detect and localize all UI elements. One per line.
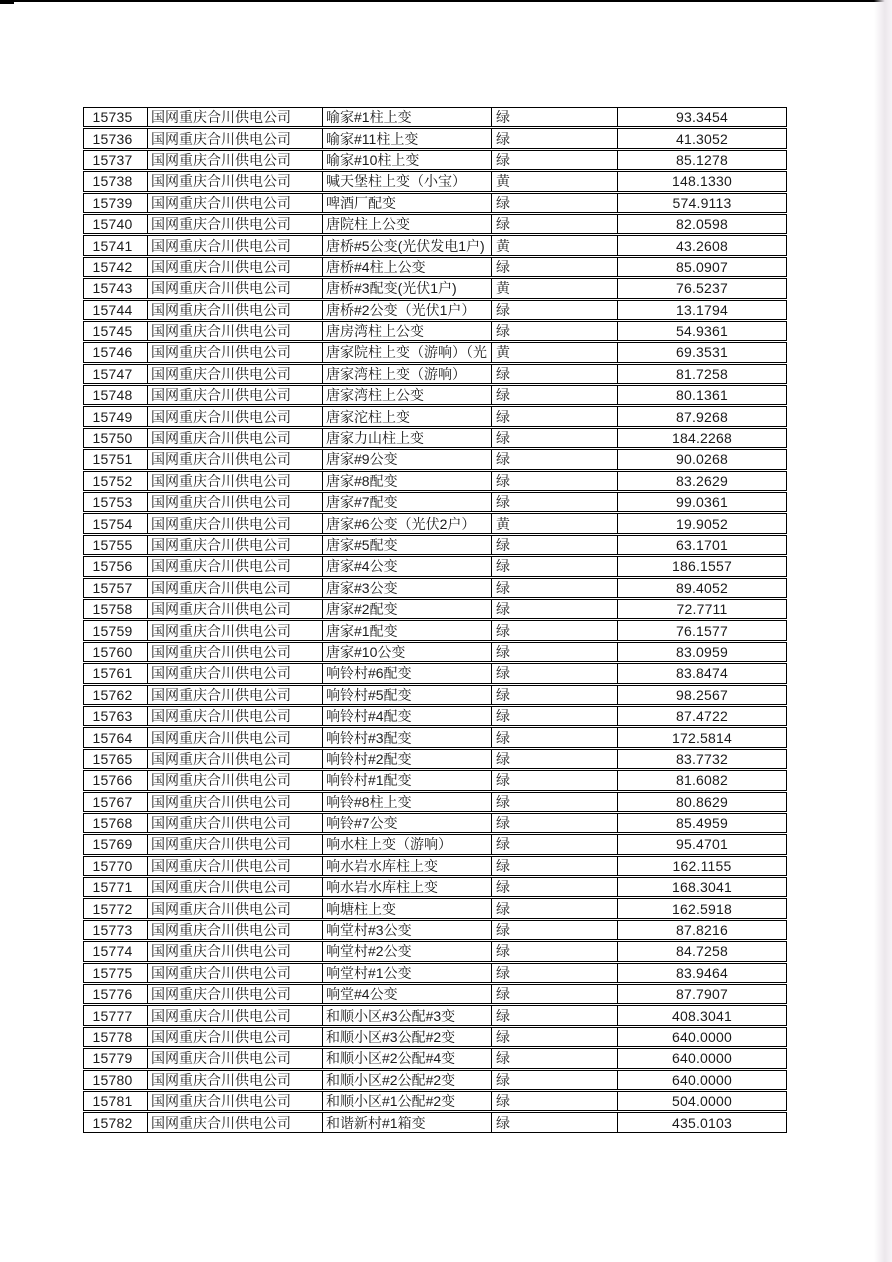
cell-company-name[interactable]: 国网重庆合川供电公司 xyxy=(148,322,323,340)
cell-status-color[interactable]: 黄 xyxy=(492,236,618,254)
cell-transformer-name[interactable]: 唐家#9公变 xyxy=(323,450,492,468)
cell-company-name[interactable]: 国网重庆合川供电公司 xyxy=(148,793,323,811)
cell-row-id[interactable]: 15770 xyxy=(84,857,148,875)
cell-company-name[interactable]: 国网重庆合川供电公司 xyxy=(148,878,323,896)
cell-transformer-name[interactable]: 响铃村#4配变 xyxy=(323,707,492,725)
cell-load-value[interactable]: 76.5237 xyxy=(675,280,728,297)
cell-status-color[interactable]: 绿 xyxy=(492,985,618,1003)
cell-row-id[interactable]: 15738 xyxy=(84,172,148,190)
cell-company-name[interactable]: 国网重庆合川供电公司 xyxy=(148,621,323,639)
cell-transformer-name[interactable]: 响铃村#3配变 xyxy=(323,728,492,746)
table-row xyxy=(83,513,787,533)
table-row xyxy=(83,342,787,362)
table-row xyxy=(83,834,787,854)
table-row xyxy=(83,770,787,790)
cell-status-color[interactable]: 绿 xyxy=(492,1071,618,1089)
cell-transformer-name[interactable]: 和顺小区#2公配#4变 xyxy=(323,1049,492,1067)
cell-row-id[interactable]: 15755 xyxy=(84,536,148,554)
cell-row-id[interactable]: 15775 xyxy=(84,964,148,982)
cell-load-value[interactable]: 63.1701 xyxy=(675,537,728,553)
cell-company-name[interactable]: 国网重庆合川供电公司 xyxy=(148,386,323,404)
cell-transformer-name[interactable]: 和顺小区#2公配#2变 xyxy=(323,1071,492,1089)
table-row xyxy=(83,535,787,555)
cell-status-color[interactable]: 绿 xyxy=(492,472,618,490)
cell-status-color[interactable]: 黄 xyxy=(492,279,618,297)
cell-status-color[interactable]: 绿 xyxy=(492,899,618,917)
cell-company-name[interactable]: 国网重庆合川供电公司 xyxy=(148,964,323,982)
cell-status-color[interactable]: 绿 xyxy=(492,921,618,939)
cell-load-value[interactable]: 504.0000 xyxy=(672,1093,732,1110)
cell-transformer-name[interactable]: 唐家湾柱上公变 xyxy=(323,386,492,404)
cell-company-name[interactable]: 国网重庆合川供电公司 xyxy=(148,129,323,147)
cell-transformer-name[interactable]: 响水岩水库柱上变 xyxy=(323,878,492,896)
cell-company-name[interactable]: 国网重庆合川供电公司 xyxy=(148,450,323,468)
cell-transformer-name[interactable]: 唐家#2配变 xyxy=(323,600,492,618)
cell-status-color[interactable]: 绿 xyxy=(492,878,618,896)
cell-load-value[interactable]: 99.0361 xyxy=(675,494,728,511)
table-row xyxy=(83,1070,787,1090)
cell-transformer-name[interactable]: 啤酒厂配变 xyxy=(323,194,492,212)
cell-row-id[interactable]: 15756 xyxy=(84,557,148,575)
cell-transformer-name[interactable]: 响铃#8柱上变 xyxy=(323,793,492,811)
cell-company-name[interactable]: 国网重庆合川供电公司 xyxy=(148,301,323,319)
cell-company-name[interactable]: 国网重庆合川供电公司 xyxy=(148,579,323,597)
cell-row-id[interactable]: 15773 xyxy=(84,921,148,939)
table-row xyxy=(83,492,787,512)
cell-transformer-name[interactable]: 响堂村#1公变 xyxy=(323,964,492,982)
cell-company-name[interactable]: 国网重庆合川供电公司 xyxy=(148,151,323,169)
table-row xyxy=(83,1112,787,1132)
table-row xyxy=(83,150,787,170)
cell-row-id[interactable]: 15741 xyxy=(84,236,148,254)
cell-status-color[interactable]: 绿 xyxy=(492,1028,618,1046)
cell-row-id[interactable]: 15777 xyxy=(84,1006,148,1024)
cell-status-color[interactable]: 绿 xyxy=(492,108,618,126)
data-table xyxy=(83,107,787,1133)
cell-transformer-name[interactable]: 唐家湾柱上变（游响） xyxy=(323,365,492,383)
cell-company-name[interactable]: 国网重庆合川供电公司 xyxy=(148,942,323,960)
cell-status-color[interactable]: 绿 xyxy=(492,386,618,404)
cell-row-id[interactable]: 15779 xyxy=(84,1049,148,1067)
cell-transformer-name[interactable]: 响堂村#3公变 xyxy=(323,921,492,939)
cell-transformer-name[interactable]: 响塘柱上变 xyxy=(323,899,492,917)
table-row xyxy=(83,128,787,148)
table-row xyxy=(83,107,787,127)
cell-load-value[interactable]: 69.3531 xyxy=(675,344,728,361)
cell-load-value[interactable]: 85.4959 xyxy=(675,815,728,832)
cell-status-color[interactable]: 绿 xyxy=(492,365,618,383)
cell-status-color[interactable]: 绿 xyxy=(492,493,618,511)
cell-load-value[interactable]: 72.7711 xyxy=(676,601,728,618)
cell-company-name[interactable]: 国网重庆合川供电公司 xyxy=(148,557,323,575)
cell-load-value[interactable]: 54.9361 xyxy=(675,323,728,340)
table-row xyxy=(83,385,787,405)
table-row xyxy=(83,556,787,576)
cell-row-id[interactable]: 15736 xyxy=(84,129,148,147)
cell-status-color[interactable]: 绿 xyxy=(492,600,618,618)
cell-row-id[interactable]: 15740 xyxy=(84,215,148,233)
cell-load-value[interactable]: 148.1330 xyxy=(672,173,732,190)
cell-row-id[interactable]: 15750 xyxy=(84,429,148,447)
cell-status-color[interactable]: 黄 xyxy=(492,343,618,361)
table-row xyxy=(83,620,787,640)
cell-row-id[interactable]: 15776 xyxy=(84,985,148,1003)
table-row xyxy=(83,428,787,448)
cell-load-value[interactable]: 89.4052 xyxy=(675,579,728,596)
cell-row-id[interactable]: 15754 xyxy=(84,514,148,532)
cell-load-value[interactable]: 85.1278 xyxy=(675,151,728,168)
cell-row-id[interactable]: 15778 xyxy=(84,1028,148,1046)
cell-company-name[interactable]: 国网重庆合川供电公司 xyxy=(148,899,323,917)
cell-company-name[interactable]: 国网重庆合川供电公司 xyxy=(148,493,323,511)
cell-company-name[interactable]: 国网重庆合川供电公司 xyxy=(148,365,323,383)
table-row xyxy=(83,1048,787,1068)
cell-row-id[interactable]: 15766 xyxy=(84,771,148,789)
table-row xyxy=(83,706,787,726)
table-row xyxy=(83,1091,787,1111)
cell-company-name[interactable]: 国网重庆合川供电公司 xyxy=(148,664,323,682)
cell-company-name[interactable]: 国网重庆合川供电公司 xyxy=(148,686,323,704)
cell-status-color[interactable]: 绿 xyxy=(492,771,618,789)
cell-row-id[interactable]: 15765 xyxy=(84,750,148,768)
table-row xyxy=(83,1005,787,1025)
cell-transformer-name[interactable]: 响铃村#6配变 xyxy=(323,664,492,682)
cell-transformer-name[interactable]: 唐家#5配变 xyxy=(323,536,492,554)
cell-transformer-name[interactable]: 唐桥#5公变(光伏发电1户) xyxy=(323,236,492,254)
cell-company-name[interactable]: 国网重庆合川供电公司 xyxy=(148,1028,323,1046)
cell-company-name[interactable]: 国网重庆合川供电公司 xyxy=(148,1006,323,1024)
cell-load-value[interactable]: 162.1155 xyxy=(672,857,732,874)
table-row xyxy=(83,963,787,983)
cell-load-value[interactable]: 43.2608 xyxy=(675,237,728,254)
cell-company-name[interactable]: 国网重庆合川供电公司 xyxy=(148,514,323,532)
table-row xyxy=(83,321,787,341)
cell-load-value[interactable]: 98.2567 xyxy=(675,686,728,703)
cell-load-value[interactable]: 84.7258 xyxy=(675,943,728,960)
cell-load-value[interactable]: 81.7258 xyxy=(675,365,728,382)
table-row xyxy=(83,749,787,769)
cell-transformer-name[interactable]: 和顺小区#3公配#2变 xyxy=(323,1028,492,1046)
cell-transformer-name[interactable]: 和谐新村#1箱变 xyxy=(323,1113,492,1131)
cell-status-color[interactable]: 绿 xyxy=(492,857,618,875)
cell-load-value[interactable]: 87.8216 xyxy=(675,922,728,939)
cell-transformer-name[interactable]: 唐家#3公变 xyxy=(323,579,492,597)
cell-row-id[interactable]: 15771 xyxy=(84,878,148,896)
cell-transformer-name[interactable]: 唐家力山柱上变 xyxy=(323,429,492,447)
cell-row-id[interactable]: 15768 xyxy=(84,814,148,832)
cell-status-color[interactable]: 绿 xyxy=(492,536,618,554)
cell-row-id[interactable]: 15759 xyxy=(84,621,148,639)
table-row xyxy=(83,257,787,277)
cell-status-color[interactable]: 绿 xyxy=(492,407,618,425)
cell-load-value[interactable]: 82.0598 xyxy=(675,216,728,233)
cell-transformer-name[interactable]: 唐家#1配变 xyxy=(323,621,492,639)
cell-transformer-name[interactable]: 喻家#11柱上变 xyxy=(323,129,492,147)
table-row xyxy=(83,642,787,662)
cell-load-value[interactable]: 90.0268 xyxy=(675,451,728,468)
cell-status-color[interactable]: 绿 xyxy=(492,728,618,746)
table-row xyxy=(83,171,787,191)
cell-company-name[interactable]: 国网重庆合川供电公司 xyxy=(148,814,323,832)
cell-load-value[interactable]: 83.8474 xyxy=(675,665,728,682)
cell-status-color[interactable]: 绿 xyxy=(492,750,618,768)
cell-transformer-name[interactable]: 唐家院柱上变（游响）（光 xyxy=(323,343,492,361)
cell-status-color[interactable]: 绿 xyxy=(492,129,618,147)
table-row xyxy=(83,877,787,897)
cell-status-color[interactable]: 黄 xyxy=(492,514,618,532)
cell-row-id[interactable]: 15760 xyxy=(84,643,148,661)
cell-transformer-name[interactable]: 响堂村#2公变 xyxy=(323,942,492,960)
cell-transformer-name[interactable]: 唐家沱柱上变 xyxy=(323,407,492,425)
cell-load-value[interactable]: 640.0000 xyxy=(672,1071,732,1088)
cell-row-id[interactable]: 15745 xyxy=(84,322,148,340)
cell-row-id[interactable]: 15747 xyxy=(84,365,148,383)
cell-row-id[interactable]: 15735 xyxy=(84,108,148,126)
cell-row-id[interactable]: 15749 xyxy=(84,407,148,425)
cell-transformer-name[interactable]: 唐桥#4柱上公变 xyxy=(323,258,492,276)
cell-transformer-name[interactable]: 喊天堡柱上变（小宝） xyxy=(323,172,492,190)
cell-load-value[interactable]: 87.7907 xyxy=(675,986,728,1003)
cell-load-value[interactable]: 168.3041 xyxy=(672,879,732,896)
cell-status-color[interactable]: 绿 xyxy=(492,814,618,832)
cell-load-value[interactable]: 13.1794 xyxy=(675,301,728,318)
cell-load-value[interactable]: 162.5918 xyxy=(672,900,732,917)
cell-load-value[interactable]: 41.3052 xyxy=(675,130,728,147)
table-row xyxy=(83,300,787,320)
cell-status-color[interactable]: 黄 xyxy=(492,172,618,190)
cell-status-color[interactable]: 绿 xyxy=(492,942,618,960)
table-row xyxy=(83,856,787,876)
cell-company-name[interactable]: 国网重庆合川供电公司 xyxy=(148,429,323,447)
cell-row-id[interactable]: 15774 xyxy=(84,942,148,960)
cell-row-id[interactable]: 15782 xyxy=(84,1113,148,1131)
cell-transformer-name[interactable]: 唐房湾柱上公变 xyxy=(323,322,492,340)
cell-company-name[interactable]: 国网重庆合川供电公司 xyxy=(148,835,323,853)
cell-load-value[interactable]: 574.9113 xyxy=(672,194,732,211)
cell-transformer-name[interactable]: 唐家#7配变 xyxy=(323,493,492,511)
cell-load-value[interactable]: 80.1361 xyxy=(675,387,728,404)
cell-status-color[interactable]: 绿 xyxy=(492,429,618,447)
cell-company-name[interactable]: 国网重庆合川供电公司 xyxy=(148,857,323,875)
cell-status-color[interactable]: 绿 xyxy=(492,643,618,661)
table-row xyxy=(83,920,787,940)
table-row xyxy=(83,792,787,812)
cell-status-color[interactable]: 绿 xyxy=(492,450,618,468)
cell-company-name[interactable]: 国网重庆合川供电公司 xyxy=(148,407,323,425)
cell-row-id[interactable]: 15781 xyxy=(84,1092,148,1110)
cell-status-color[interactable]: 绿 xyxy=(492,664,618,682)
cell-transformer-name[interactable]: 响铃村#5配变 xyxy=(323,686,492,704)
cell-load-value[interactable]: 83.7732 xyxy=(675,750,728,767)
cell-row-id[interactable]: 15751 xyxy=(84,450,148,468)
cell-row-id[interactable]: 15744 xyxy=(84,301,148,319)
cell-load-value[interactable]: 640.0000 xyxy=(672,1028,732,1045)
cell-company-name[interactable]: 国网重庆合川供电公司 xyxy=(148,215,323,233)
table-row xyxy=(83,406,787,426)
cell-transformer-name[interactable]: 响铃村#2配变 xyxy=(323,750,492,768)
cell-transformer-name[interactable]: 唐家#8配变 xyxy=(323,472,492,490)
table-row xyxy=(83,599,787,619)
cell-status-color[interactable]: 绿 xyxy=(492,1113,618,1131)
cell-transformer-name[interactable]: 喻家#1柱上变 xyxy=(323,108,492,126)
cell-load-value[interactable]: 640.0000 xyxy=(672,1050,732,1067)
page-top-edge-line xyxy=(0,0,892,2)
cell-company-name[interactable]: 国网重庆合川供电公司 xyxy=(148,771,323,789)
table-row xyxy=(83,235,787,255)
cell-row-id[interactable]: 15761 xyxy=(84,664,148,682)
cell-row-id[interactable]: 15764 xyxy=(84,728,148,746)
cell-load-value[interactable]: 83.2629 xyxy=(675,472,728,489)
cell-row-id[interactable]: 15762 xyxy=(84,686,148,704)
cell-row-id[interactable]: 15748 xyxy=(84,386,148,404)
cell-transformer-name[interactable]: 唐家#4公变 xyxy=(323,557,492,575)
cell-company-name[interactable]: 国网重庆合川供电公司 xyxy=(148,1113,323,1131)
cell-company-name[interactable]: 国网重庆合川供电公司 xyxy=(148,108,323,126)
cell-load-value[interactable]: 93.3454 xyxy=(675,109,728,126)
cell-load-value[interactable]: 87.4722 xyxy=(675,708,728,725)
cell-status-color[interactable]: 绿 xyxy=(492,215,618,233)
cell-transformer-name[interactable]: 响铃村#1配变 xyxy=(323,771,492,789)
cell-status-color[interactable]: 绿 xyxy=(492,301,618,319)
cell-transformer-name[interactable]: 唐院柱上公变 xyxy=(323,215,492,233)
cell-company-name[interactable]: 国网重庆合川供电公司 xyxy=(148,472,323,490)
cell-transformer-name[interactable]: 唐家#10公变 xyxy=(323,643,492,661)
cell-status-color[interactable]: 绿 xyxy=(492,322,618,340)
cell-company-name[interactable]: 国网重庆合川供电公司 xyxy=(148,279,323,297)
cell-load-value[interactable]: 81.6082 xyxy=(675,772,728,789)
cell-load-value[interactable]: 85.0907 xyxy=(675,258,728,275)
cell-status-color[interactable]: 绿 xyxy=(492,1006,618,1024)
cell-status-color[interactable]: 绿 xyxy=(492,258,618,276)
cell-status-color[interactable]: 绿 xyxy=(492,557,618,575)
cell-status-color[interactable]: 绿 xyxy=(492,964,618,982)
cell-status-color[interactable]: 绿 xyxy=(492,1092,618,1110)
cell-row-id[interactable]: 15772 xyxy=(84,899,148,917)
table-row xyxy=(83,449,787,469)
cell-load-value[interactable]: 80.8629 xyxy=(675,793,728,810)
cell-row-id[interactable]: 15767 xyxy=(84,793,148,811)
cell-status-color[interactable]: 绿 xyxy=(492,707,618,725)
cell-status-color[interactable]: 绿 xyxy=(492,579,618,597)
table-row xyxy=(83,364,787,384)
cell-load-value[interactable]: 408.3041 xyxy=(672,1007,732,1024)
cell-transformer-name[interactable]: 唐家#6公变（光伏2户） xyxy=(323,514,492,532)
cell-transformer-name[interactable]: 喻家#10柱上变 xyxy=(323,151,492,169)
cell-load-value[interactable]: 83.0959 xyxy=(675,643,728,660)
page-top-left-edge-artifact xyxy=(0,0,14,4)
cell-row-id[interactable]: 15739 xyxy=(84,194,148,212)
cell-company-name[interactable]: 国网重庆合川供电公司 xyxy=(148,194,323,212)
table-row xyxy=(83,663,787,683)
table-row xyxy=(83,1027,787,1047)
cell-status-color[interactable]: 绿 xyxy=(492,151,618,169)
cell-company-name[interactable]: 国网重庆合川供电公司 xyxy=(148,1092,323,1110)
cell-company-name[interactable]: 国网重庆合川供电公司 xyxy=(148,536,323,554)
cell-row-id[interactable]: 15769 xyxy=(84,835,148,853)
cell-company-name[interactable]: 国网重庆合川供电公司 xyxy=(148,1049,323,1067)
cell-row-id[interactable]: 15743 xyxy=(84,279,148,297)
table-row xyxy=(83,578,787,598)
table-row xyxy=(83,685,787,705)
cell-row-id[interactable]: 15746 xyxy=(84,343,148,361)
cell-company-name[interactable]: 国网重庆合川供电公司 xyxy=(148,707,323,725)
cell-transformer-name[interactable]: 响堂#4公变 xyxy=(323,985,492,1003)
cell-company-name[interactable]: 国网重庆合川供电公司 xyxy=(148,258,323,276)
cell-status-color[interactable]: 绿 xyxy=(492,1049,618,1067)
table-row xyxy=(83,941,787,961)
cell-transformer-name[interactable]: 唐桥#3配变(光伏1户) xyxy=(323,279,492,297)
cell-transformer-name[interactable]: 响水柱上变（游响） xyxy=(323,835,492,853)
page-right-edge-shadow xyxy=(874,0,892,1262)
cell-row-id[interactable]: 15752 xyxy=(84,472,148,490)
cell-load-value[interactable]: 83.9464 xyxy=(675,964,728,981)
cell-company-name[interactable]: 国网重庆合川供电公司 xyxy=(148,643,323,661)
cell-company-name[interactable]: 国网重庆合川供电公司 xyxy=(148,172,323,190)
cell-row-id[interactable]: 15737 xyxy=(84,151,148,169)
cell-company-name[interactable]: 国网重庆合川供电公司 xyxy=(148,985,323,1003)
cell-load-value[interactable]: 95.4701 xyxy=(675,836,728,853)
cell-row-id[interactable]: 15753 xyxy=(84,493,148,511)
cell-status-color[interactable]: 绿 xyxy=(492,621,618,639)
cell-row-id[interactable]: 15758 xyxy=(84,600,148,618)
cell-load-value[interactable]: 184.2268 xyxy=(672,430,732,447)
cell-status-color[interactable]: 绿 xyxy=(492,686,618,704)
cell-row-id[interactable]: 15763 xyxy=(84,707,148,725)
cell-row-id[interactable]: 15742 xyxy=(84,258,148,276)
table-row xyxy=(83,278,787,298)
cell-company-name[interactable]: 国网重庆合川供电公司 xyxy=(148,600,323,618)
cell-load-value[interactable]: 435.0103 xyxy=(672,1114,732,1131)
cell-load-value[interactable]: 186.1557 xyxy=(672,558,732,575)
cell-company-name[interactable]: 国网重庆合川供电公司 xyxy=(148,343,323,361)
cell-transformer-name[interactable]: 唐桥#2公变（光伏1户） xyxy=(323,301,492,319)
table-row xyxy=(83,471,787,491)
table-row xyxy=(83,984,787,1004)
cell-transformer-name[interactable]: 和顺小区#1公配#2变 xyxy=(323,1092,492,1110)
table-row xyxy=(83,898,787,918)
cell-company-name[interactable]: 国网重庆合川供电公司 xyxy=(148,236,323,254)
cell-status-color[interactable]: 绿 xyxy=(492,194,618,212)
cell-load-value[interactable]: 172.5814 xyxy=(672,729,732,746)
cell-row-id[interactable]: 15757 xyxy=(84,579,148,597)
table-row xyxy=(83,193,787,213)
cell-load-value[interactable]: 19.9052 xyxy=(675,515,728,532)
cell-company-name[interactable]: 国网重庆合川供电公司 xyxy=(148,728,323,746)
table-row xyxy=(83,813,787,833)
cell-transformer-name[interactable]: 响水岩水库柱上变 xyxy=(323,857,492,875)
cell-company-name[interactable]: 国网重庆合川供电公司 xyxy=(148,750,323,768)
cell-transformer-name[interactable]: 响铃#7公变 xyxy=(323,814,492,832)
cell-transformer-name[interactable]: 和顺小区#3公配#3变 xyxy=(323,1006,492,1024)
table-row xyxy=(83,214,787,234)
cell-load-value[interactable]: 87.9268 xyxy=(675,408,728,425)
cell-row-id[interactable]: 15780 xyxy=(84,1071,148,1089)
cell-status-color[interactable]: 绿 xyxy=(492,835,618,853)
table-row xyxy=(83,727,787,747)
cell-load-value[interactable]: 76.1577 xyxy=(675,622,728,639)
cell-company-name[interactable]: 国网重庆合川供电公司 xyxy=(148,1071,323,1089)
cell-status-color[interactable]: 绿 xyxy=(492,793,618,811)
cell-company-name[interactable]: 国网重庆合川供电公司 xyxy=(148,921,323,939)
